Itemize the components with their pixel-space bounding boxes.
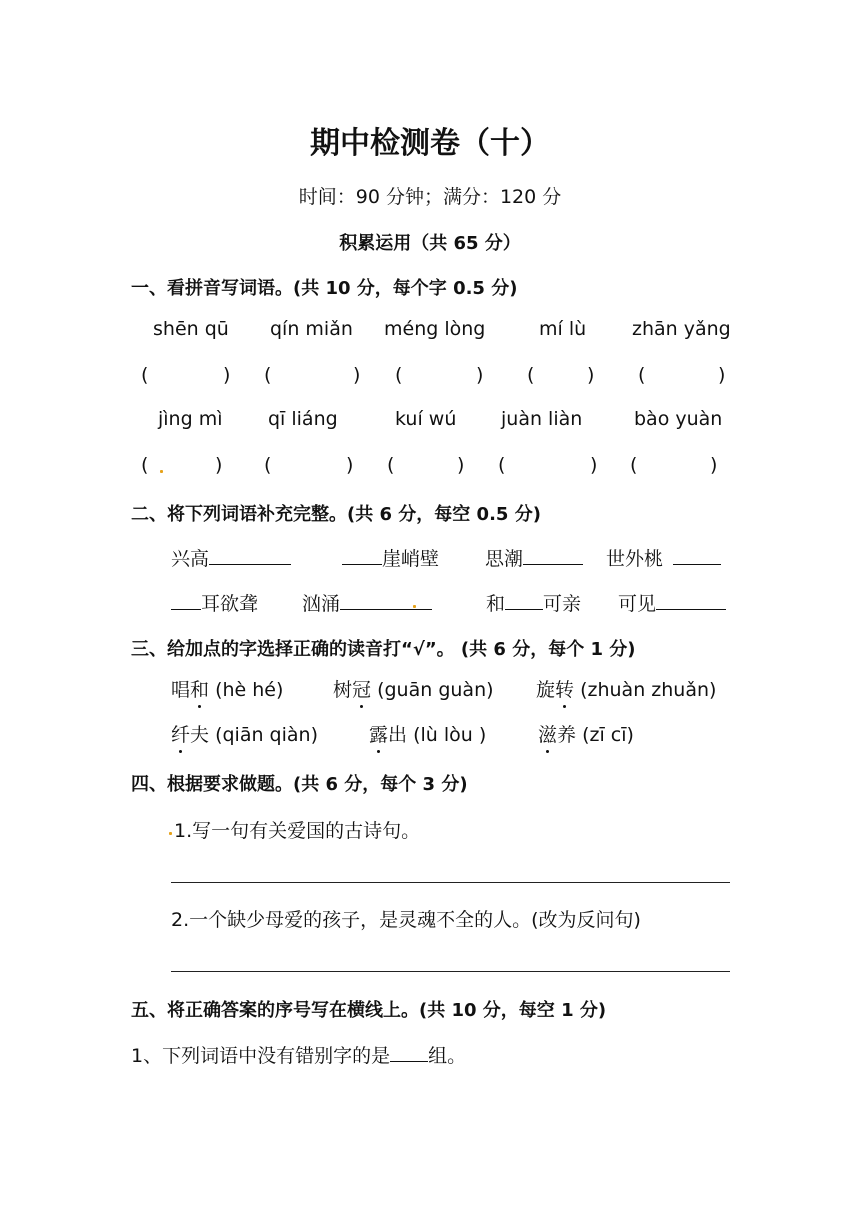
section-1-heading: 一、看拼音写词语。(共 10 分，每个字 0.5 分) <box>131 278 518 299</box>
answer-paren-open: ( <box>141 364 149 386</box>
fill-blank[interactable] <box>209 544 291 565</box>
section-2-heading: 二、将下列词语补充完整。(共 6 分，每空 0.5 分) <box>131 504 541 525</box>
reading-options[interactable]: (qiān qiàn) <box>215 724 318 746</box>
idiom-fill-2 <box>342 544 439 571</box>
fill-blank[interactable] <box>171 589 201 610</box>
fill-blank[interactable] <box>656 589 726 610</box>
answer-paren-close: ) <box>346 454 354 476</box>
answer-paren-open: ( <box>264 364 272 386</box>
idiom-text: 和 <box>486 593 506 615</box>
answer-paren-close: ) <box>353 364 361 386</box>
pinyin-item: kuí wú <box>395 408 457 430</box>
answer-paren-close: ) <box>710 454 718 476</box>
page-title: 期中检测卷（十） <box>310 126 550 161</box>
scan-mark <box>169 832 172 835</box>
pinyin-item: qín miǎn <box>270 318 353 340</box>
reading-options[interactable]: (zhuàn zhuǎn) <box>580 679 717 701</box>
idiom-text: 兴高 <box>171 548 210 570</box>
idiom-fill-3 <box>485 544 583 571</box>
idiom-text: 思潮 <box>485 548 524 570</box>
reading-options[interactable]: (guān guàn) <box>377 679 494 701</box>
reading-options[interactable]: (lù lòu ) <box>413 724 487 746</box>
dotted-char: 冠 <box>352 675 371 702</box>
answer-paren-open: ( <box>527 364 535 386</box>
scan-mark <box>413 605 416 608</box>
fill-blank[interactable] <box>390 1041 428 1062</box>
pinyin-item: méng lòng <box>384 318 486 340</box>
dotted-char: 转 <box>555 675 574 702</box>
dotted-char: 和 <box>190 675 209 702</box>
answer-paren-open: ( <box>141 454 149 476</box>
fill-blank[interactable] <box>673 544 721 565</box>
fill-blank[interactable] <box>342 544 382 565</box>
answer-paren-close: ) <box>590 454 598 476</box>
pronunciation-item: 旋转 (zhuàn zhuǎn) <box>536 675 716 702</box>
idiom-fill-1 <box>171 544 291 571</box>
pronunciation-item: 滋养 (zī cī) <box>538 720 634 747</box>
answer-paren-close: ) <box>457 454 465 476</box>
pinyin-item: shēn qū <box>153 318 229 340</box>
answer-paren-open: ( <box>630 454 638 476</box>
answer-paren-close: ) <box>223 364 231 386</box>
section-5-heading: 五、将正确答案的序号写在横线上。(共 10 分，每空 1 分) <box>131 1000 607 1021</box>
idiom-fill-4 <box>606 544 721 571</box>
section-4-heading: 四、根据要求做题。(共 6 分，每个 3 分) <box>131 774 468 795</box>
answer-paren-open: ( <box>638 364 646 386</box>
idiom-text: 世外桃 <box>606 548 664 570</box>
answer-paren-close: ) <box>587 364 595 386</box>
answer-line[interactable] <box>171 971 730 972</box>
answer-paren-open: ( <box>498 454 506 476</box>
part-title: 积累运用（共 65 分） <box>339 233 521 254</box>
pinyin-item: bào yuàn <box>634 408 723 430</box>
dotted-char: 露 <box>369 720 388 747</box>
dotted-char: 滋 <box>538 720 557 747</box>
answer-paren-open: ( <box>387 454 395 476</box>
pinyin-item: jìng mì <box>158 408 223 430</box>
answer-paren-close: ) <box>476 364 484 386</box>
fill-blank[interactable] <box>340 589 432 610</box>
pinyin-item: juàn liàn <box>501 408 583 430</box>
question-4-1: 1.写一句有关爱国的古诗句。 <box>174 820 421 842</box>
pronunciation-item: 纤夫 (qiān qiàn) <box>171 720 318 747</box>
answer-paren-close: ) <box>718 364 726 386</box>
pinyin-item: zhān yǎng <box>632 318 731 340</box>
idiom-fill-5 <box>171 589 258 616</box>
pronunciation-item: 树冠 (guān guàn) <box>333 675 494 702</box>
idiom-fill-7 <box>486 589 581 616</box>
reading-options[interactable]: (hè hé) <box>215 679 284 701</box>
idiom-text: 崖峭壁 <box>382 548 440 570</box>
answer-paren-close: ) <box>215 454 223 476</box>
pronunciation-item: 露出 (lù lòu ) <box>369 720 486 747</box>
idiom-text: 可亲 <box>543 593 582 615</box>
section-3-heading: 三、给加点的字选择正确的读音打“√”。 (共 6 分，每个 1 分) <box>131 639 636 660</box>
pinyin-item: mí lù <box>539 318 587 340</box>
pronunciation-item: 唱和 (hè hé) <box>171 675 283 702</box>
idiom-text: 可见 <box>618 593 657 615</box>
exam-info: 时间：90 分钟；满分：120 分 <box>298 186 562 208</box>
answer-line[interactable] <box>171 882 730 883</box>
answer-paren-open: ( <box>395 364 403 386</box>
idiom-text: 汹涌 <box>302 593 341 615</box>
answer-paren-open: ( <box>264 454 272 476</box>
fill-blank[interactable] <box>523 544 583 565</box>
fill-blank[interactable] <box>505 589 543 610</box>
idiom-fill-6 <box>302 589 432 616</box>
dotted-char: 纤 <box>171 720 190 747</box>
scan-mark <box>160 470 163 473</box>
idiom-fill-8 <box>618 589 726 616</box>
pinyin-item: qī liáng <box>268 408 338 430</box>
reading-options[interactable]: (zī cī) <box>582 724 634 746</box>
question-4-2: 2.一个缺少母爱的孩子，是灵魂不全的人。(改为反问句) <box>171 909 641 931</box>
question-5-1: 1、下列词语中没有错别字的是 组。 <box>131 1041 466 1068</box>
idiom-text: 耳欲聋 <box>201 593 259 615</box>
